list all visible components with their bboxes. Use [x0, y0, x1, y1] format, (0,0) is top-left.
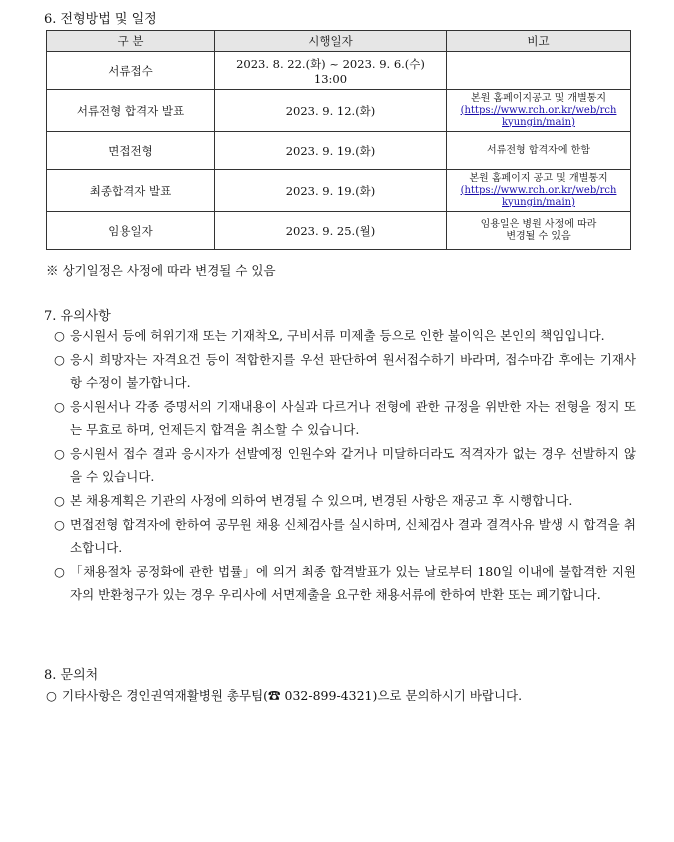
table-row [47, 90, 631, 132]
section-7-title: 7. 유의사항 [44, 309, 111, 324]
list-item [54, 489, 636, 512]
list-item-text: 응시원서나 각종 증명서의 기재내용이 사실과 다르거나 전형에 관한 규정을 위반한 자는 전형을 정지 또는 무효로 하며, 언제든지 합격을 취소할 수 있습니다. [70, 399, 636, 437]
contact-line [46, 684, 652, 707]
list-item-text: 본 채용계획은 기관의 사정에 의하여 변경될 수 있으며, 변경된 사항은 재공고 후 시행합니다. [70, 493, 573, 508]
table-row [47, 132, 631, 170]
list-item-text: 응시 희망자는 자격요건 등이 적합한지를 우선 판단하여 원서접수하기 바라며, 접수마감 후에는 기재사항 수정이 불가합니다. [70, 352, 636, 390]
row-name: 면접전형 [47, 132, 215, 170]
circle-bullet-icon: ○ [54, 564, 65, 579]
table-row [47, 170, 631, 212]
schedule-remark: ※ 상기일정은 사정에 따라 변경될 수 있음 [46, 263, 276, 278]
homepage-link-cont[interactable]: kyungin/main) [502, 116, 575, 128]
list-item-text: 「채용절차 공정화에 관한 법률」에 의거 최종 합격발표가 있는 날로부터 180일 이내에 불합격한 지원자의 반환청구가 있는 경우 우리사에 서면제출을 요구한 채용서류에 한하여 반환 또는 폐기합니다. [70, 564, 636, 602]
header-category: 구 분 [47, 31, 215, 52]
homepage-link[interactable]: (https://www.rch.or.kr/web/rch [460, 104, 617, 116]
list-item-text: 응시원서 등에 허위기재 또는 기재착오, 구비서류 미제출 등으로 인한 불이익은 본인의 책임입니다. [70, 328, 605, 343]
contact-text: 기타사항은 경인권역재활병원 총무팀(☎ 032-899-4321)으로 문의하시기 바랍니다. [62, 688, 523, 703]
row-name: 임용일자 [47, 212, 215, 250]
row-date: 2023. 9. 12.(화) [215, 90, 447, 132]
row-name: 서류접수 [47, 52, 215, 90]
note-line: 본원 홈페이지공고 및 개별통지 [470, 92, 607, 104]
row-note: 서류전형 합격자에 한함 [447, 132, 631, 170]
homepage-link[interactable]: (https://www.rch.or.kr/web/rch [460, 184, 617, 196]
circle-bullet-icon: ○ [54, 352, 65, 367]
note-line: 본원 홈페이지 공고 및 개별통지 [469, 172, 608, 184]
list-item [54, 348, 636, 394]
row-date: 2023. 9. 19.(화) [215, 170, 447, 212]
circle-bullet-icon: ○ [54, 517, 65, 532]
row-name: 서류전형 합격자 발표 [47, 90, 215, 132]
notice-list [54, 324, 636, 607]
row-date: 2023. 9. 19.(화) [215, 132, 447, 170]
list-item-text: 응시원서 접수 결과 응시자가 선발예정 인원수와 같거나 미달하더라도 적격자가 없는 경우 선발하지 않을 수 있습니다. [70, 446, 636, 484]
row-note [447, 170, 631, 212]
section-6-title: 6. 전형방법 및 일정 [44, 12, 157, 27]
list-item [54, 513, 636, 559]
list-item-text: 면접전형 합격자에 한하여 공무원 채용 신체검사를 실시하며, 신체검사 결과 결격사유 발생 시 합격을 취소합니다. [70, 517, 636, 555]
circle-bullet-icon: ○ [54, 399, 65, 414]
note-line: 임용일은 병원 사정에 따라 [480, 218, 597, 230]
homepage-link-cont[interactable]: kyungin/main) [502, 196, 575, 208]
list-item [54, 560, 636, 606]
note-line: 변경될 수 있음 [506, 230, 571, 242]
row-date: 2023. 8. 22.(화) ~ 2023. 9. 6.(수) 13:00 [215, 52, 447, 90]
schedule-table [46, 30, 631, 250]
row-name: 최종합격자 발표 [47, 170, 215, 212]
row-note [447, 212, 631, 250]
circle-bullet-icon: ○ [46, 688, 57, 703]
row-date: 2023. 9. 25.(월) [215, 212, 447, 250]
table-row [47, 52, 631, 90]
list-item [54, 324, 636, 347]
row-note [447, 90, 631, 132]
list-item [54, 442, 636, 488]
circle-bullet-icon: ○ [54, 493, 65, 508]
header-date: 시행일자 [215, 31, 447, 52]
circle-bullet-icon: ○ [54, 446, 65, 461]
row-note [447, 52, 631, 90]
header-note: 비고 [447, 31, 631, 52]
section-8-title: 8. 문의처 [44, 668, 99, 683]
circle-bullet-icon: ○ [54, 328, 65, 343]
list-item [54, 395, 636, 441]
table-header-row [47, 31, 631, 52]
table-row [47, 212, 631, 250]
